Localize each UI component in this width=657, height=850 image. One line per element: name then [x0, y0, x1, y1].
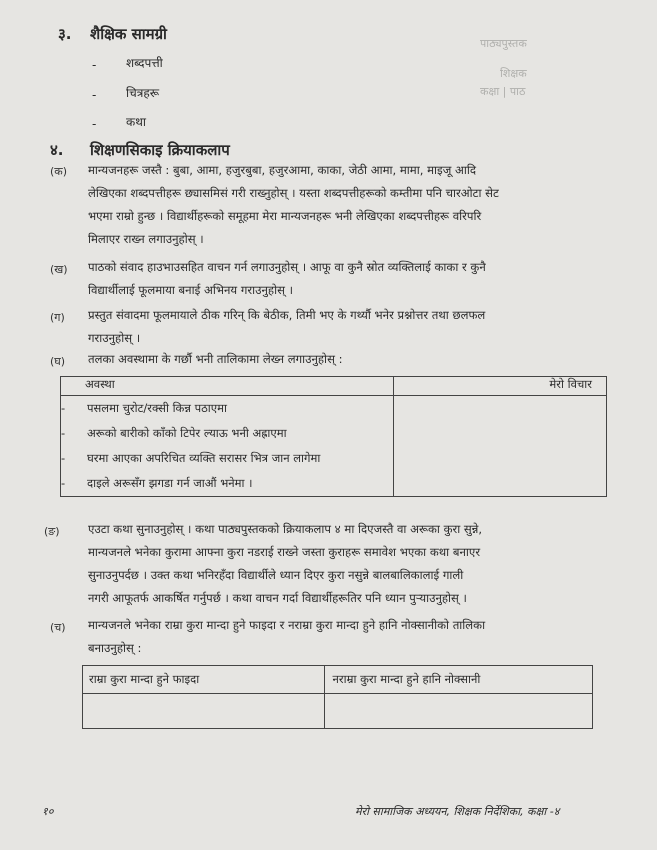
activity-nga-text [88, 518, 482, 610]
activity-marker-ga: (ग) [50, 311, 65, 324]
situation-text: अरूको बारीको काँको टिपेर ल्याऊ भनी अह्राएमा [87, 426, 287, 440]
bullet-dash: - [61, 401, 66, 415]
situation-table [60, 376, 607, 497]
text-line: मिलाएर राख्न लगाउनुहोस् । [88, 232, 204, 246]
activity-marker-nga: (ङ) [44, 525, 60, 538]
activity-ga-text [88, 304, 485, 350]
text-line: मान्यजनले भनेका कुरामा आफ्ना कुरा नडराई राख्ने जस्ता कुराहरू समावेश भएका कथा बनाएर [88, 545, 481, 559]
text-line: सुनाउनुपर्दछ । उक्त कथा भनिरहँदा विद्यार्थीले ध्यान दिएर कुरा नसुन्ने बालबालिकालाई गाली [88, 568, 464, 582]
table-header: राम्रा कुरा मान्दा हुने फाइदा [83, 666, 325, 694]
footer-book-title: मेरो सामाजिक अध्ययन, शिक्षक निर्देशिका, कक्षा -४ [355, 805, 560, 818]
table-row-item [61, 446, 393, 471]
activity-marker-kha: (ख) [50, 263, 68, 276]
text-line: प्रस्तुत संवादमा फूलमायाले ठीक गरिन् कि बेठीक, तिमी भए के गर्थ्यौ भनेर प्रश्नोत्तर तथा छलफल [88, 308, 486, 322]
text-line: पाठको संवाद हाउभाउसहित वाचन गर्न लगाउनुहोस् । आफू वा कुनै स्रोत व्यक्तिलाई काका र कुनै [88, 260, 486, 274]
table-row-item [61, 421, 393, 446]
text-line: एउटा कथा सुनाउनुहोस् । कथा पाठ्यपुस्तकको क्रियाकलाप ४ मा दिएजस्तै वा अरूका कुरा सुन्ने, [88, 522, 483, 536]
table-row [61, 396, 607, 497]
table-header: नराम्रा कुरा मान्दा हुने हानि नोक्सानी [324, 666, 592, 694]
material-item: कथा [126, 115, 146, 129]
situation-text: दाइले अरूसँग झगडा गर्न जाऔं भनेमा । [87, 476, 253, 490]
material-item: शब्दपत्ती [126, 56, 163, 70]
table-row-item [61, 471, 393, 496]
material-item: चित्रहरू [126, 86, 160, 100]
page-number: १० [42, 805, 54, 818]
table-row-item [61, 396, 393, 421]
show-through-text: कक्षा | पाठ [480, 85, 526, 98]
section-4-number: ४. [50, 141, 64, 159]
table-header-row [61, 377, 607, 396]
bullet-dash: - [92, 58, 97, 72]
activity-marker-cha: (च) [50, 621, 66, 634]
activity-gha-text [88, 348, 343, 371]
text-line: गराउनुहोस् । [88, 331, 141, 345]
table-header-row [83, 666, 593, 694]
bullet-dash: - [61, 426, 66, 440]
text-line: मान्यजनहरू जस्तै : बुबा, आमा, हजुरबुबा, हजुरआमा, काका, जेठी आमा, मामा, माइजू आदि [88, 163, 477, 177]
benefit-loss-table [82, 665, 593, 729]
text-line: भएमा राम्रो हुन्छ । विद्यार्थीहरूको समूहमा मेरा मान्यजनहरू भनी लेखिएका शब्दपत्तीहरू वरिपरि [88, 209, 482, 223]
bullet-dash: - [61, 451, 66, 465]
activity-cha-text [88, 614, 485, 660]
loss-cell [324, 694, 592, 729]
situation-list-cell [61, 396, 394, 497]
show-through-text: शिक्षक [500, 67, 527, 80]
situation-text: घरमा आएका अपरिचित व्यक्ति सरासर भित्र जान लागेमा [87, 451, 321, 465]
text-line: नगरी आफूतर्फ आकर्षित गर्नुपर्छ । कथा वाचन गर्दा विद्यार्थीहरूतिर पनि ध्यान पुऱ्याउनुहोस् । [88, 591, 467, 605]
situation-text: पसलमा चुरोट/रक्सी किन्न पठाएमा [87, 401, 228, 415]
text-line: लेखिएका शब्दपत्तीहरू छ्यासमिसं गरी राख्नुहोस् । यस्ता शब्दपत्तीहरूको कम्तीमा पनि चारओटा सेट [88, 186, 499, 200]
table-header: मेरो विचार [394, 377, 607, 396]
opinion-cell [394, 396, 607, 497]
show-through-text: पाठ्यपुस्तक [480, 37, 527, 50]
activity-ka-text [88, 159, 499, 251]
table-row [83, 694, 593, 729]
text-line: तलका अवस्थामा के गर्छौ भनी तालिकामा लेख्न लगाउनुहोस् : [88, 352, 343, 366]
bullet-dash: - [61, 476, 66, 490]
text-line: विद्यार्थीलाई फूलमाया बनाई अभिनय गराउनुहोस् । [88, 283, 293, 297]
text-line: बनाउनुहोस् : [88, 641, 142, 655]
section-3-number: ३. [58, 25, 72, 43]
section-4-title: शिक्षणसिकाइ क्रियाकलाप [90, 141, 230, 159]
benefit-cell [83, 694, 325, 729]
activity-marker-ka: (क) [50, 165, 68, 178]
activity-kha-text [88, 256, 486, 302]
bullet-dash: - [92, 88, 97, 102]
table-header: अवस्था [61, 377, 394, 396]
text-line: मान्यजनले भनेका राम्रा कुरा मान्दा हुने फाइदा र नराम्रा कुरा मान्दा हुने हानि नोक्सानीको तालिका [88, 618, 486, 632]
bullet-dash: - [92, 117, 97, 131]
section-3-title: शैक्षिक सामग्री [90, 25, 167, 43]
activity-marker-gha: (घ) [50, 355, 66, 368]
